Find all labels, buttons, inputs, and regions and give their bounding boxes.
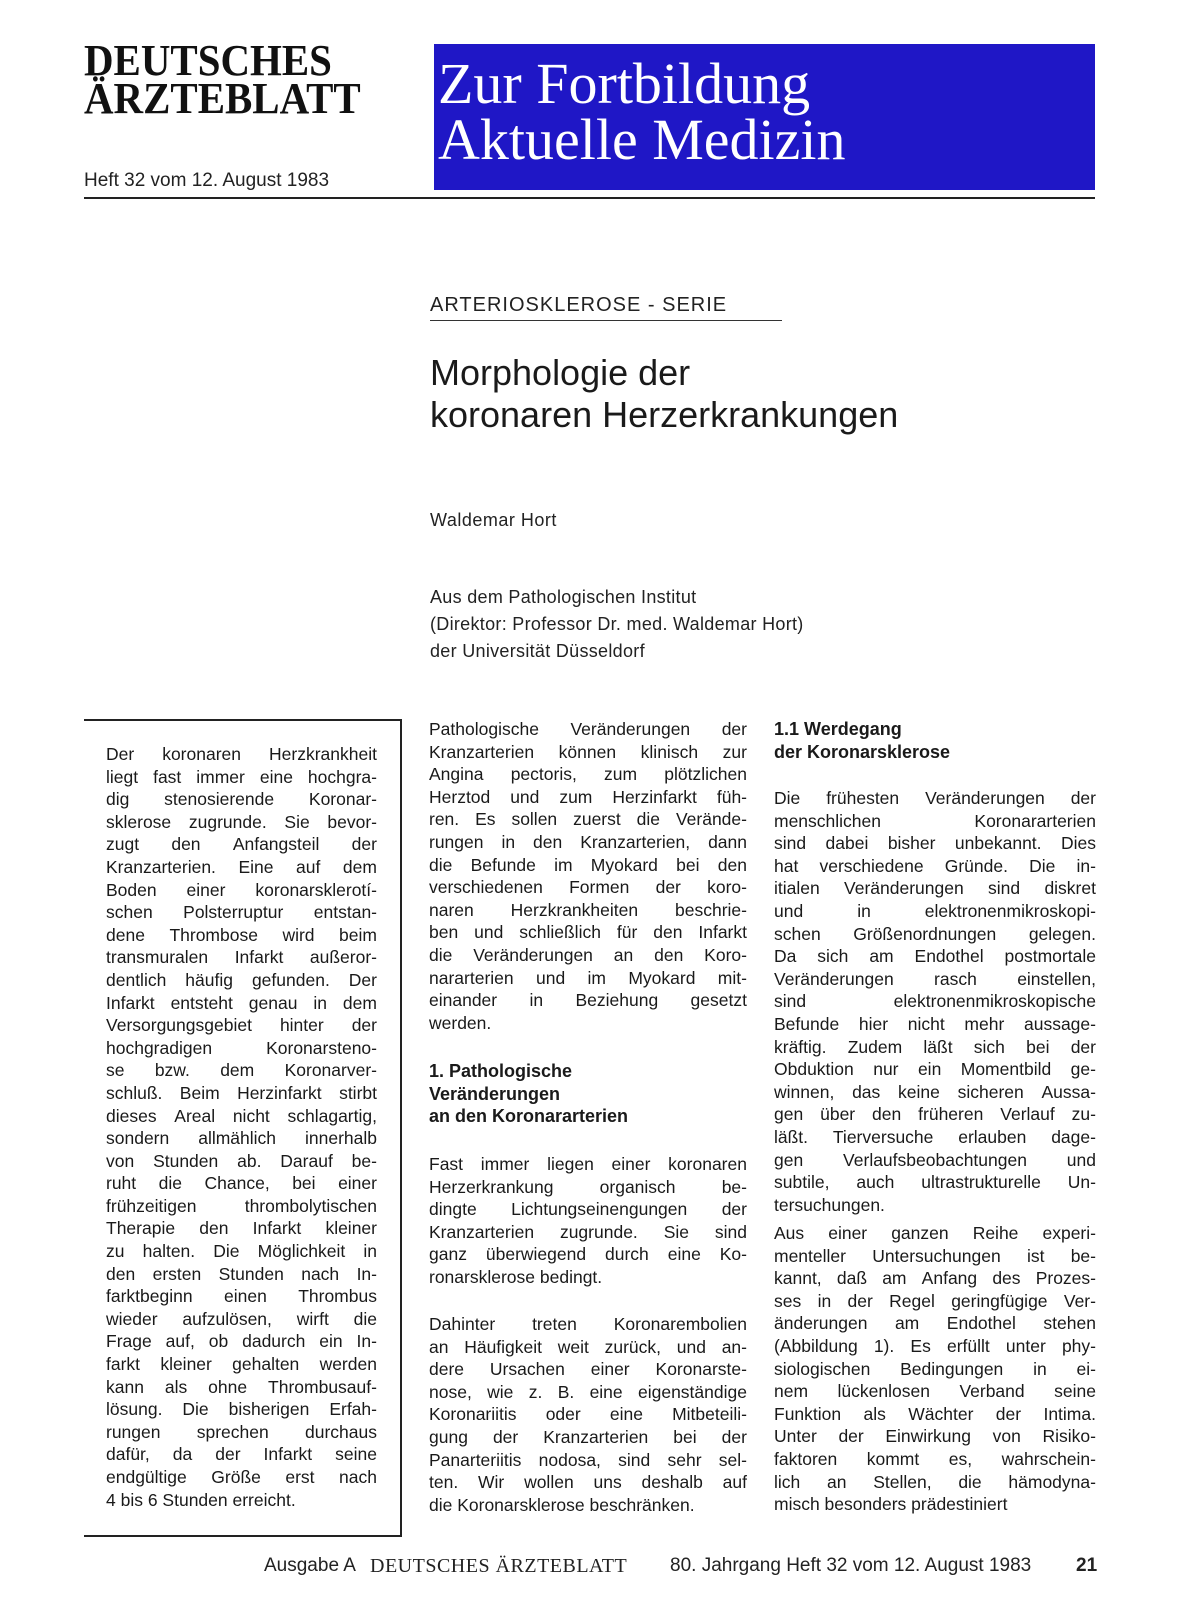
text-line: ganz überwiegend durch eine Ko- <box>429 1244 747 1265</box>
text-line: menschlichen Koronararterien <box>774 810 1096 831</box>
paragraph <box>774 787 1096 1216</box>
text-line: Versorgungsgebiet hinter der <box>106 1015 377 1036</box>
text-line: rungen sprechen durchaus <box>106 1421 377 1442</box>
text-line: schen Größenordnungen gelegen. <box>774 923 1096 944</box>
text-line: nose, wie z. B. eine eigenständige <box>429 1381 747 1402</box>
text-line: Infarkt entsteht genau in dem <box>106 992 377 1013</box>
text-line: Unter der Einwirkung von Risiko- <box>774 1426 1096 1447</box>
text-line: verschiedenen Formen der koro- <box>429 877 747 898</box>
text-line: Pathologische Veränderungen der <box>429 719 747 739</box>
text-line: an Häufigkeit weit zurück, und an- <box>429 1336 747 1357</box>
text-line: nem lückenlosen Verband seine <box>774 1381 1096 1402</box>
masthead-line-1: DEUTSCHES <box>84 36 332 85</box>
page-footer <box>264 1555 1096 1583</box>
text-line: ren. Es sollen zuerst die Verände- <box>429 809 747 830</box>
affiliation-line: der Universität Düsseldorf <box>430 641 645 661</box>
text-line: tersuchungen. <box>774 1194 885 1215</box>
text-line: se bzw. dem Koronarver- <box>106 1060 377 1081</box>
issue-date: Heft 32 vom 12. August 1983 <box>84 170 330 191</box>
text-line: Befunde hier nicht mehr aussage- <box>774 1013 1096 1034</box>
heading-line: 1. Pathologische <box>429 1061 573 1081</box>
text-line: hat verschiedene Gründe. Die in- <box>774 855 1096 876</box>
text-line: Panarteriitis nodosa, sind sehr sel- <box>429 1449 747 1470</box>
text-line: läßt. Tierversuche erlauben dage- <box>774 1126 1096 1147</box>
page-number: 21 <box>1076 1555 1098 1576</box>
text-line: zugt den Anfangsteil der <box>106 834 377 855</box>
text-line: Kranzarterien zugrunde. Sie sind <box>429 1221 747 1242</box>
text-line: menteller Untersuchungen ist be- <box>774 1245 1096 1266</box>
footer-brand: DEUTSCHES ÄRZTEBLATT <box>370 1555 628 1577</box>
text-line: Veränderungen rasch einstellen, <box>774 968 1096 989</box>
paragraph <box>429 1313 747 1516</box>
text-line: Koronariitis oder eine Mitbeteili- <box>429 1404 747 1425</box>
article-title <box>430 352 898 436</box>
text-line: hochgradigen Koronarsteno- <box>106 1037 377 1058</box>
text-line: 4 bis 6 Stunden erreicht. <box>106 1489 296 1510</box>
text-line: Der koronaren Herzkrankheit <box>106 744 377 764</box>
text-line: Frage auf, ob dadurch ein In- <box>106 1331 377 1352</box>
text-line: Herztod und zum Herzinfarkt füh- <box>429 786 747 807</box>
text-line: dafür, da der Infarkt seine <box>106 1444 377 1465</box>
text-line: ruht die Chance, bei einer <box>106 1173 377 1194</box>
text-line: winnen, das keine sicheren Aussa- <box>774 1081 1096 1102</box>
text-line: und in elektronenmikroskopi- <box>774 900 1096 921</box>
text-line: Die frühesten Veränderungen der <box>774 788 1096 808</box>
text-line: Kranzarterien können klinisch zur <box>429 741 747 762</box>
affiliation-line: (Direktor: Professor Dr. med. Waldemar Hort) <box>430 614 804 634</box>
series-underline <box>430 320 782 321</box>
text-line: Aus einer ganzen Reihe experi- <box>774 1223 1096 1243</box>
text-line: ronarsklerose bedingt. <box>429 1266 603 1287</box>
text-line: gen über den früheren Verlauf zu- <box>774 1104 1096 1125</box>
text-line: dene Thrombose wird beim <box>106 924 377 945</box>
text-line: gung der Kranzarterien bei der <box>429 1426 747 1447</box>
text-line: nararterien und im Myokard mit- <box>429 967 747 988</box>
text-line: zu halten. Die Möglichkeit in <box>106 1241 377 1262</box>
text-line: einander in Beziehung gesetzt <box>429 990 747 1011</box>
text-line: den ersten Stunden nach In- <box>106 1263 377 1284</box>
section-banner <box>434 44 1095 190</box>
text-line: endgültige Größe erst nach <box>106 1467 377 1487</box>
text-line: Dahinter treten Koronarembolien <box>429 1314 747 1334</box>
text-line: naren Herzkrankheiten beschrie- <box>429 899 747 920</box>
text-line: dig stenosierende Koronar- <box>106 789 377 810</box>
text-line: dentlich häufig gefunden. Der <box>106 969 377 990</box>
text-line: kannt, daß am Anfang des Prozes- <box>774 1268 1096 1289</box>
text-line: sind elektronenmikroskopische <box>774 991 1096 1012</box>
text-line: subtile, auch ultrastrukturelle Un- <box>774 1172 1096 1193</box>
text-line: ten. Wir wollen uns deshalb auf <box>429 1472 747 1493</box>
banner-line-1: Zur Fortbildung <box>438 51 811 116</box>
text-line: transmuralen Infarkt außeror- <box>106 947 377 968</box>
text-line: sondern allmählich innerhalb <box>106 1128 377 1149</box>
heading-line: Veränderungen <box>429 1083 561 1104</box>
text-line: sklerose zugrunde. Sie bevor- <box>106 811 377 832</box>
heading-line: 1.1 Werdegang <box>774 719 902 739</box>
abstract-text <box>106 743 377 1511</box>
text-line: Kranzarterien. Eine auf dem <box>106 856 377 877</box>
text-line: Da sich am Endothel postmortale <box>774 946 1096 967</box>
affiliation-line: Aus dem Pathologischen Institut <box>430 587 697 607</box>
text-line: Obduktion nur ein Momentbild ge- <box>774 1059 1096 1080</box>
banner-line-2: Aktuelle Medizin <box>438 107 846 172</box>
title-line: Morphologie der <box>430 352 691 393</box>
header-divider <box>84 197 1095 199</box>
text-line: die Veränderungen an den Koro- <box>429 944 747 965</box>
series-label: ARTERIOSKLEROSE - SERIE <box>430 294 728 316</box>
footer-issue: 80. Jahrgang Heft 32 vom 12. August 1983 <box>670 1555 1032 1576</box>
text-line: schen Polsterruptur entstan- <box>106 902 377 923</box>
text-line: siologischen Bedingungen in ei- <box>774 1358 1096 1379</box>
paragraph <box>774 1222 1096 1516</box>
text-line: dere Ursachen einer Koronarste- <box>429 1359 747 1380</box>
text-line: Angina pectoris, zum plötzlichen <box>429 764 747 785</box>
text-line: dieses Areal nicht schlagartig, <box>106 1105 377 1126</box>
text-line: sind dabei bisher unbekannt. Dies <box>774 833 1096 854</box>
text-line: Herzerkrankung organisch be- <box>429 1176 747 1197</box>
text-line: Funktion als Wächter der Intima. <box>774 1403 1096 1424</box>
heading-line: der Koronarsklerose <box>774 741 951 762</box>
section-heading-1 <box>429 1060 628 1128</box>
text-line: lich an Stellen, die hämodyna- <box>774 1471 1096 1492</box>
text-line: faktoren kommt es, wahrschein- <box>774 1448 1096 1469</box>
text-line: rungen in den Kranzarterien, dann <box>429 831 747 852</box>
footer-edition: Ausgabe A <box>264 1555 356 1576</box>
text-line: farktbeginn einen Thrombus <box>106 1286 377 1307</box>
heading-line: an den Koronararterien <box>429 1106 629 1127</box>
intro-paragraph <box>429 718 747 1034</box>
paragraph <box>429 1153 747 1289</box>
text-line: die Befunde im Myokard bei den <box>429 854 747 875</box>
text-line: Therapie den Infarkt kleiner <box>106 1218 377 1239</box>
text-line: dingte Lichtungseinengungen der <box>429 1199 747 1220</box>
masthead-line-2: ÄRZTEBLATT <box>84 74 361 123</box>
text-line: frühzeitigen thrombolytischen <box>106 1195 377 1216</box>
title-line: koronaren Herzerkrankungen <box>430 394 899 435</box>
text-line: werden. <box>429 1012 492 1033</box>
text-line: die Koronarsklerose beschränken. <box>429 1494 695 1515</box>
text-line: änderungen am Endothel stehen <box>774 1313 1096 1334</box>
text-line: kräftig. Zudem läßt sich bei der <box>774 1036 1096 1057</box>
text-line: farkt kleiner gehalten werden <box>106 1354 377 1375</box>
text-line: wieder aufzulösen, wirft die <box>106 1308 377 1329</box>
text-line: gen Verlaufsbeobachtungen und <box>774 1149 1096 1170</box>
text-line: lösung. Die bisherigen Erfah- <box>106 1399 377 1420</box>
text-line: Fast immer liegen einer koronaren <box>429 1154 747 1174</box>
text-line: ses in der Regel geringfügige Ver- <box>774 1290 1096 1311</box>
journal-masthead <box>84 36 414 123</box>
text-line: von Stunden ab. Darauf be- <box>106 1150 377 1171</box>
text-line: kann als ohne Thrombusauf- <box>106 1376 377 1397</box>
text-line: liegt fast immer eine hochgra- <box>106 766 377 787</box>
author-name: Waldemar Hort <box>430 510 557 530</box>
text-line: ben und schließlich für den Infarkt <box>429 922 747 943</box>
text-line: (Abbildung 1). Es erfüllt unter phy- <box>774 1335 1096 1356</box>
text-line: misch besonders prädestiniert <box>774 1494 1008 1515</box>
text-line: schluß. Beim Herzinfarkt stirbt <box>106 1082 377 1103</box>
section-heading-1-1 <box>774 718 950 763</box>
text-line: Boden einer koronarsklerotí- <box>106 879 377 900</box>
affiliation <box>430 584 804 665</box>
text-line: itialen Veränderungen sind diskret <box>774 878 1096 899</box>
